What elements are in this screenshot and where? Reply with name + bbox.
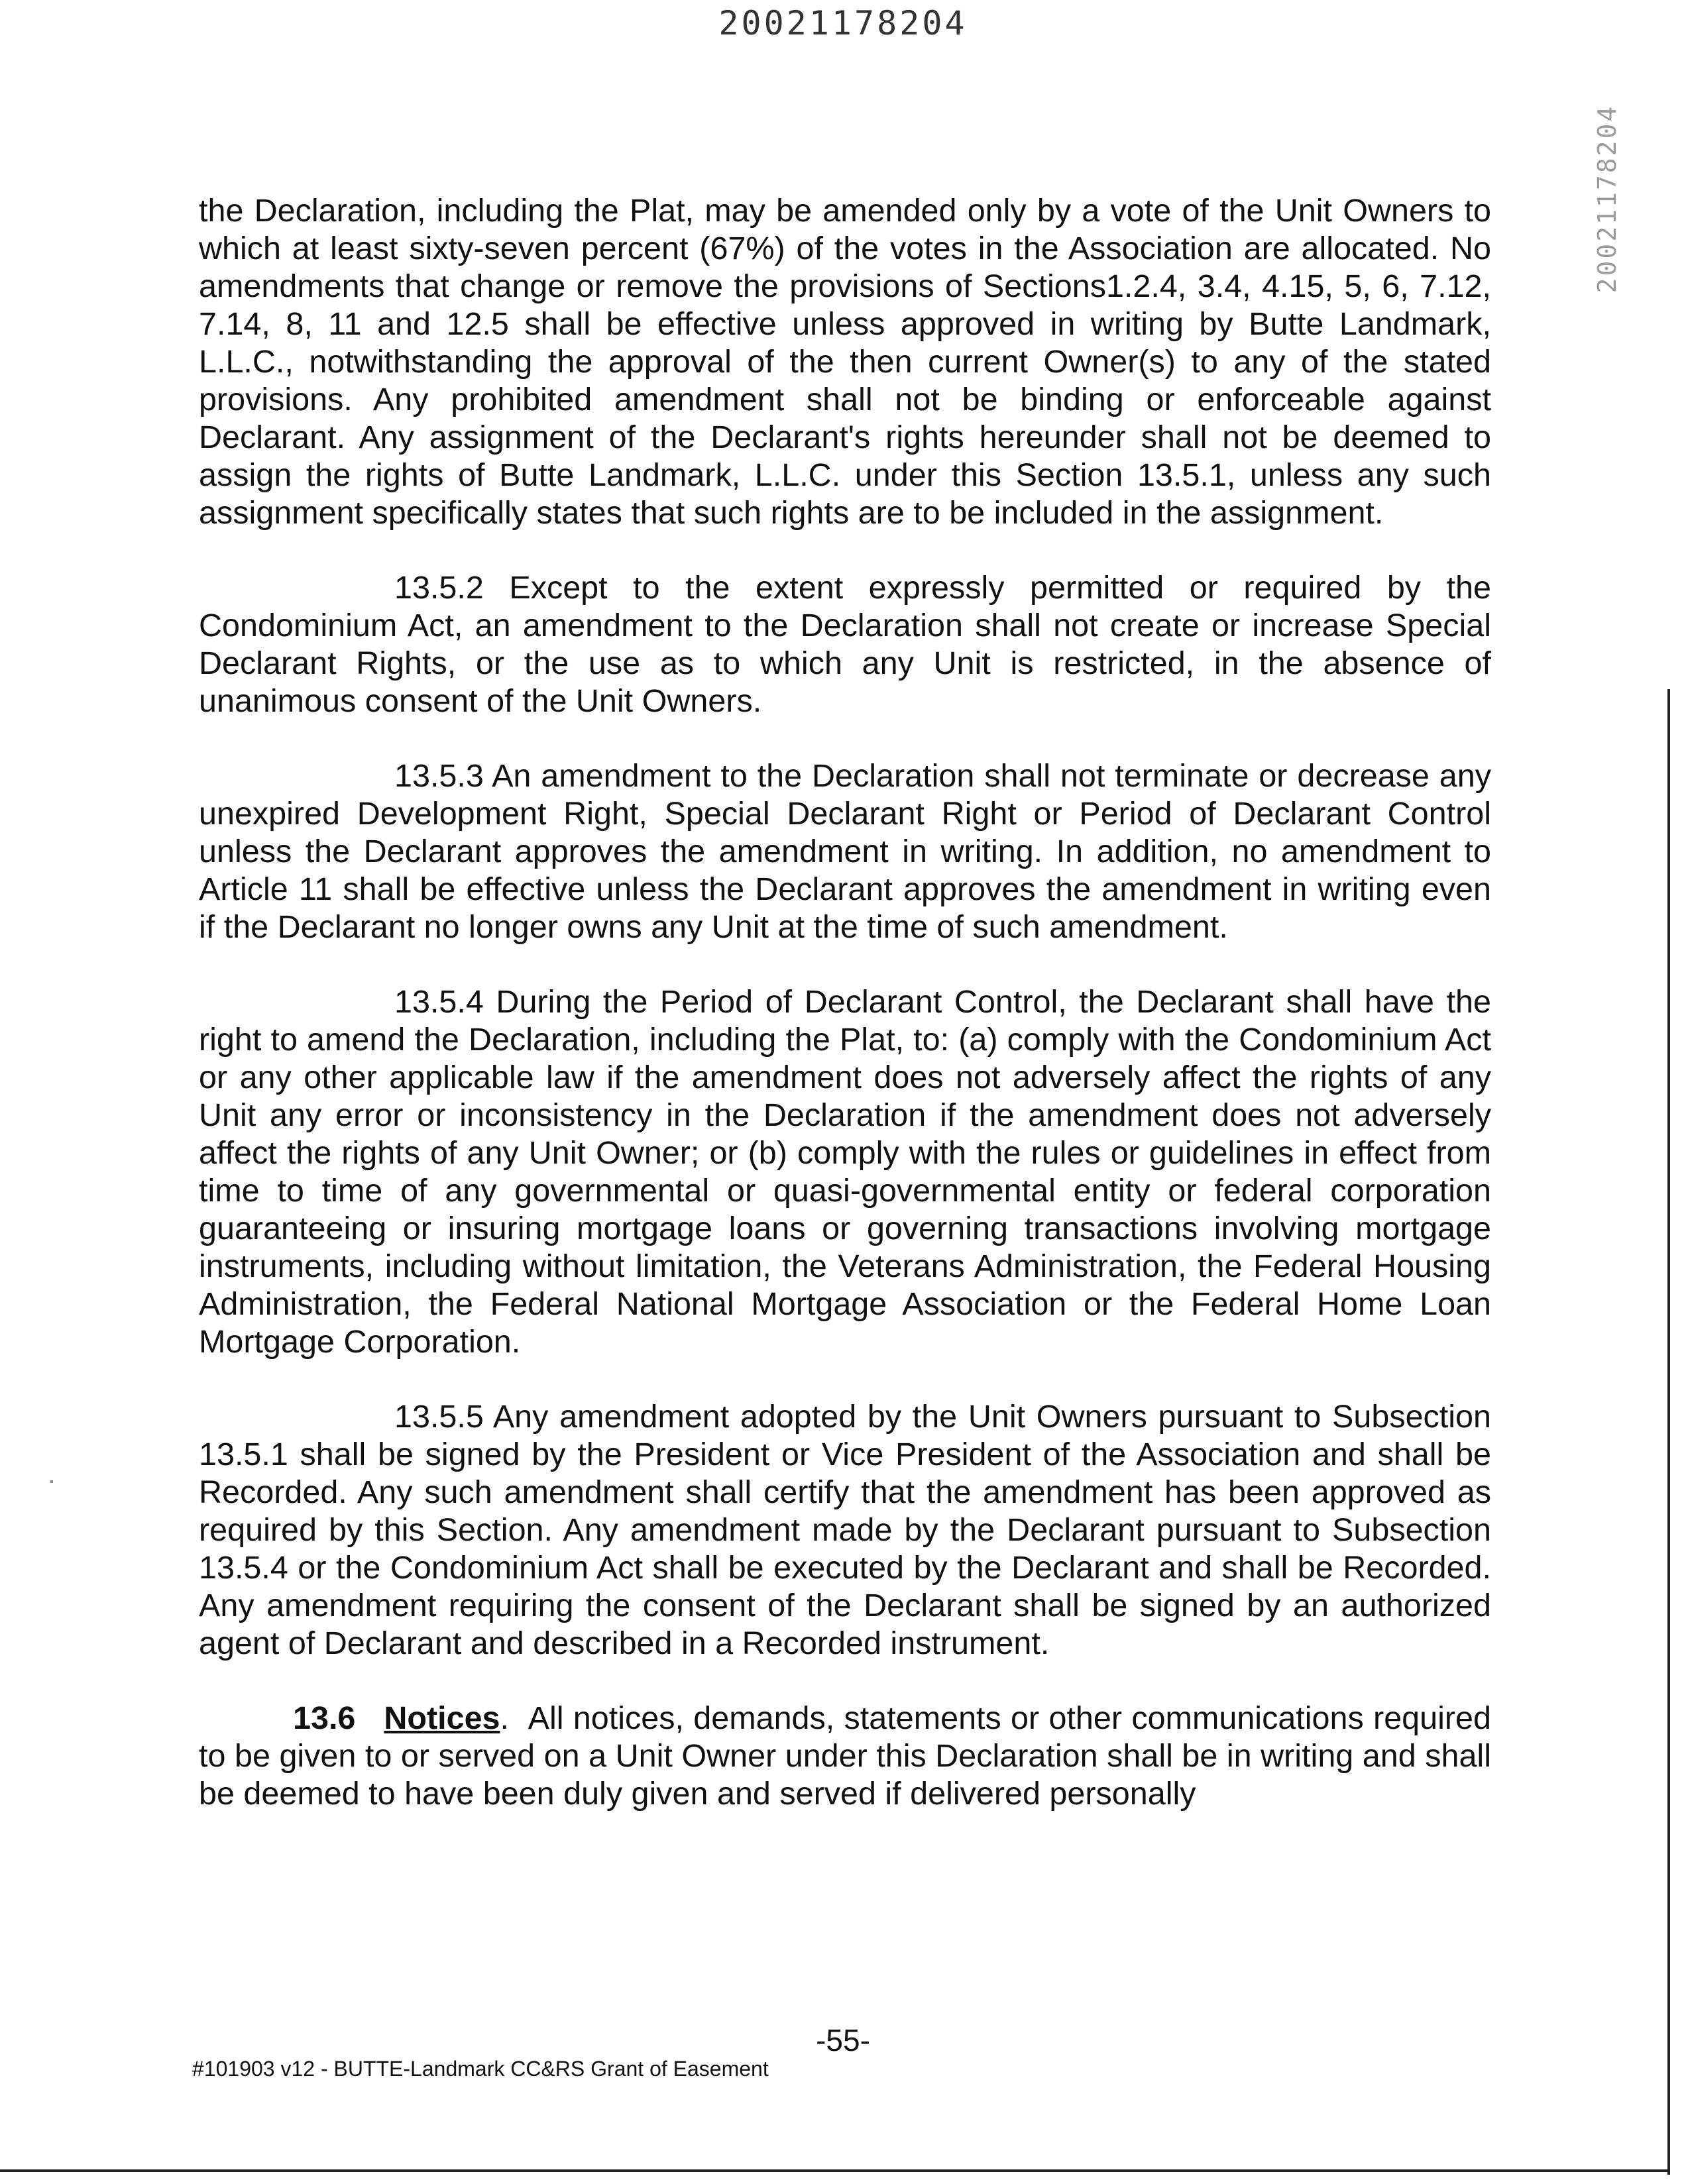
scan-edge-right (1667, 689, 1670, 2175)
section-13-6-notices (199, 1700, 1491, 1813)
section-number: 13.6 (293, 1700, 356, 1736)
scan-edge-bottom (0, 2169, 1670, 2172)
side-stamp-text: 20021178204 (1593, 104, 1622, 294)
section-title: Notices (384, 1700, 500, 1736)
paragraph-13-5-4: 13.5.4 During the Period of Declarant Control, the Declarant shall have the right to amend the Declaration, including the Plat, to: (a) comply with the Condominium Act or any other applicable law if the amendment does not adversely affect the rights of any Unit any error or inconsistency in the Declaration if the amendment does not adversely affect the rights of any Unit Owner; or (b) comply with the rules or guidelines in effect from time to time of any governmental or quasi-governmental entity or federal corporation guaranteeing or insuring mortgage loans or governing transactions involving mortgage instruments, including without limitation, the Veterans Administration, the Federal Housing Administration, the Federal National Mortgage Association or the Federal Home Loan Mortgage Corporation. (199, 984, 1491, 1360)
paragraph-13-5-3: 13.5.3 An amendment to the Declaration shall not terminate or decrease any unexpired Development Right, Special Declarant Right or Period of Declarant Control unless the Declarant approves the amendment in writing. In addition, no amendment to Article 11 shall be effective unless the Declarant approves the amendment in writing even if the Declarant no longer owns any Unit at the time of such amendment. (199, 758, 1491, 945)
section-title-period: . (500, 1700, 509, 1736)
side-recording-stamp (1584, 99, 1630, 298)
paragraph-13-5-5: 13.5.5 Any amendment adopted by the Unit Owners pursuant to Subsection 13.5.1 shall be signed by the President or Vice President of the Association and shall be Recorded. Any such amendment shall certify that the amendment has been approved as required by this Section. Any amendment made by the Declarant pursuant to Subsection 13.5.4 or the Condominium Act shall be executed by the Declarant and shall be Recorded. Any amendment requiring the consent of the Declarant shall be signed by an authorized agent of Declarant and described in a Recorded instrument. (199, 1399, 1491, 1661)
document-body (199, 192, 1491, 1850)
paragraph-13-5-2: 13.5.2 Except to the extent expressly permitted or required by the Condominium Act, an amendment to the Declaration shall not create or increase Special Declarant Rights, or the use as to which any Unit is restricted, in the absence of unanimous consent of the Unit Owners. (199, 570, 1491, 719)
page-number: -55- (816, 2023, 870, 2057)
paragraph-13-5-1-continuation: the Declaration, including the Plat, may be amended only by a vote of the Unit Owners to which at least sixty-seven percent (67%) of the votes in the Association are allocated. No amendments that change or remove the provisions of Sections1.2.4, 3.4, 4.15, 5, 6, 7.12, 7.14, 8, 11 and 12.5 shall be effective unless approved in writing by Butte Landmark, L.L.C., notwithstanding the approval of the then current Owner(s) to any of the stated provisions. Any prohibited amendment shall not be binding or enforceable against Declarant. Any assignment of the Declarant's rights hereunder shall not be deemed to assign the rights of Butte Landmark, L.L.C. under this Section 13.5.1, unless any such assignment specifically states that such rights are to be included in the assignment. (199, 193, 1491, 531)
recording-number: 20021178204 (718, 4, 968, 42)
section-13-6-text: All notices, demands, statements or other communications required to be given to or served on a Unit Owner under this Declaration shall be in writing and shall be deemed to have been duly given and served if delivered personally (199, 1700, 1491, 1812)
scan-speck (50, 1480, 53, 1483)
document-reference: #101903 v12 - BUTTE-Landmark CC&RS Grant of Easement (192, 2057, 769, 2081)
